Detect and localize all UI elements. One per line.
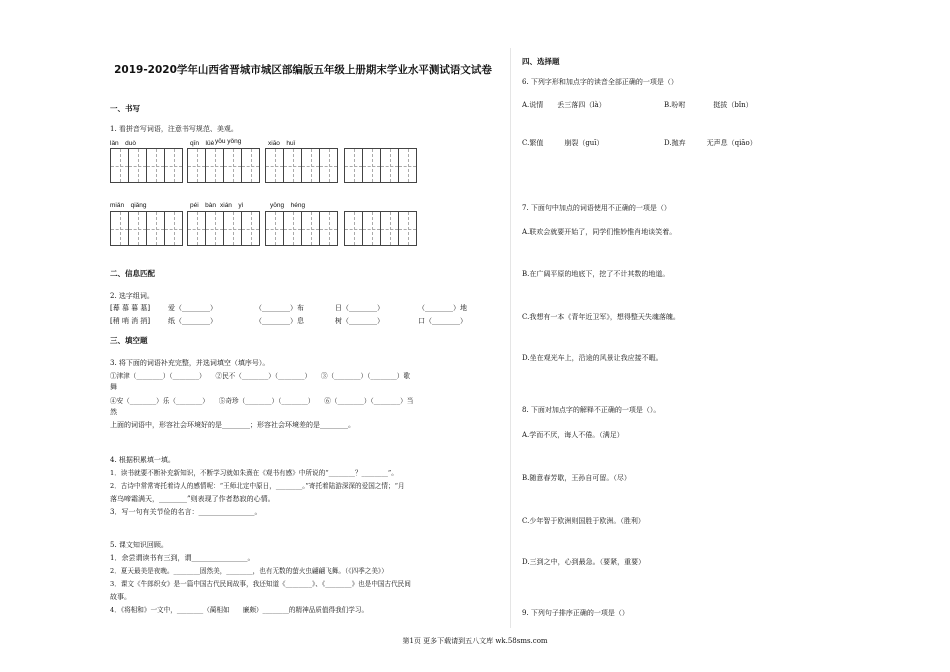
q4-line-2: 2．古诗中常常寄托着诗人的感情呢：“王师北定中原日，________。”寄托着陆游深深的爱国之情；“月 — [110, 482, 405, 490]
q5-line-4: 故事。 — [110, 593, 131, 601]
q5-line-2: 2．夏天最美是夜晚。________固然美，________，也有无数的萤火虫翩翩飞舞。（《四季之美》） — [110, 567, 388, 575]
q6-option-a[interactable]: A.说情 丢三落四（là） — [522, 101, 606, 109]
writing-grid[interactable] — [344, 211, 417, 246]
writing-grid[interactable] — [110, 148, 183, 183]
pinyin-6: péi bàn — [190, 202, 217, 209]
question-9-text: 9. 下列句子排序正确的一项是（） — [522, 609, 629, 617]
q5-line-5: 4．《将相和》一文中，________（蔺相如 廉颇）________的精神品质值得我们学习。 — [110, 606, 369, 614]
section-heading-matching: 二、信息匹配 — [110, 269, 155, 278]
q5-line-1: 1．余尝谓读书有三到，谓________________。 — [110, 554, 255, 562]
question-4-text: 4. 根据积累填一填。 — [110, 456, 175, 464]
q3-line-1-tail: 舞 — [110, 383, 117, 391]
q6-option-c[interactable]: C.繁值 崩裂（guī） — [522, 139, 604, 147]
q2-row2-item: 口（________） — [418, 317, 467, 325]
q3-line-2: ④安（________）乐（________） ⑤奇珍（________）（________） ⑥（________）（________）当 — [110, 397, 414, 405]
q2-row1-item: 日（________） — [335, 304, 384, 312]
pinyin-8: yōng héng — [270, 202, 306, 209]
q6-option-b[interactable]: B.吩咐 挺拔（bǐn） — [664, 101, 753, 109]
writing-grid[interactable] — [187, 211, 260, 246]
writing-grid[interactable] — [110, 211, 183, 246]
q8-option-b[interactable]: B.随意春芳歇，王孙自可留。（尽） — [522, 474, 631, 482]
q2-row2-item: （________）息 — [255, 317, 304, 325]
column-divider — [510, 48, 511, 628]
q4-line-3: 落乌啼霜满天，________”则表现了作者愁寂的心情。 — [110, 495, 275, 503]
question-8-text: 8. 下面对加点字的解释不正确的一项是（）。 — [522, 406, 661, 414]
q4-line-4: 3．写一句有关节俭的名言：________________。 — [110, 508, 262, 516]
writing-grid[interactable] — [344, 148, 417, 183]
q8-option-a[interactable]: A.学而不厌，诲人不倦。（满足） — [522, 431, 624, 439]
writing-grid[interactable] — [265, 148, 338, 183]
q2-row1-item: （________）布 — [255, 304, 304, 312]
q8-option-c[interactable]: C.少年智于欧洲则国胜于欧洲。（胜利） — [522, 517, 645, 525]
q3-line-2-tail: 然 — [110, 408, 117, 416]
q6-option-d[interactable]: D.抛弃 无声息（qiāo） — [664, 139, 757, 147]
page-title: 2019-2020学年山西省晋城市城区部编版五年级上册期末学业水平测试语文试卷 — [114, 64, 492, 76]
q2-row2-label: [稍 哨 消 捎] — [110, 317, 151, 325]
q5-line-3: 3．课文《牛郎织女》是一篇中国古代民间故事，我还知道《________》、《________》也是中国古代民间 — [110, 580, 411, 588]
writing-grid[interactable] — [265, 211, 338, 246]
q8-option-d[interactable]: D.三到之中，心到最急。（要紧，重要） — [522, 558, 646, 566]
q2-row1-item: 爱（________） — [168, 304, 217, 312]
pinyin-7: xián yì — [220, 202, 244, 209]
pinyin-4: xiāo huǐ — [268, 140, 296, 147]
section-heading-fill-blanks: 三、填空题 — [110, 336, 148, 345]
q3-line-1: ①津津（________）（________） ②民不（________）（________） ③（________）（________）歌 — [110, 372, 410, 380]
section-heading-choice: 四、选择题 — [522, 57, 560, 66]
writing-grid[interactable] — [187, 148, 260, 183]
section-heading-writing: 一、书写 — [110, 104, 140, 113]
pinyin-3: yōu yǒng — [215, 138, 242, 145]
pinyin-5: miǎn qiǎng — [110, 202, 147, 209]
question-5-text: 5. 课文知识回顾。 — [110, 541, 168, 549]
question-2-text: 2. 选字组词。 — [110, 292, 154, 300]
q7-option-a[interactable]: A.联欢会就要开始了，同学们惟妙惟肖地谈笑着。 — [522, 228, 677, 236]
question-6-text: 6. 下列字形和加点字的读音全部正确的一项是（） — [522, 78, 678, 86]
q7-option-b[interactable]: B.在广阔平原的地底下，挖了不计其数的地道。 — [522, 270, 670, 278]
q2-row1-label: [幕 慕 暮 墓] — [110, 304, 151, 312]
q2-row2-item: 树（________） — [335, 317, 384, 325]
pinyin-1: lǎn duò — [110, 140, 137, 147]
q7-option-d[interactable]: D.坐在观光车上，沿途的风景让我应接不暇。 — [522, 354, 663, 362]
question-1-text: 1. 看拼音写词语，注意书写规范、美观。 — [110, 125, 238, 133]
q3-line-3: 上面的词语中，形容社会环境好的是________；形容社会环境差的是________。 — [110, 421, 355, 429]
q7-option-c[interactable]: C.我想有一本《青年近卫军》，想得整天失魂落魄。 — [522, 313, 680, 321]
question-7-text: 7. 下面句中加点的词语使用不正确的一项是（） — [522, 204, 671, 212]
page-footer: 第1页 更多下载请到五八文库 wk.58sms.com — [402, 637, 548, 645]
q2-row2-item: 纸（________） — [168, 317, 217, 325]
question-3-text: 3. 将下面的词语补充完整，并选词填空（填序号）。 — [110, 359, 270, 367]
pinyin-2: qīn lüè — [190, 140, 215, 147]
q4-line-1: 1．读书就要不断补充新知识，不断学习就如朱熹在《观书有感》中所说的“________？________”。 — [110, 469, 398, 477]
q2-row1-item: （________）地 — [418, 304, 467, 312]
